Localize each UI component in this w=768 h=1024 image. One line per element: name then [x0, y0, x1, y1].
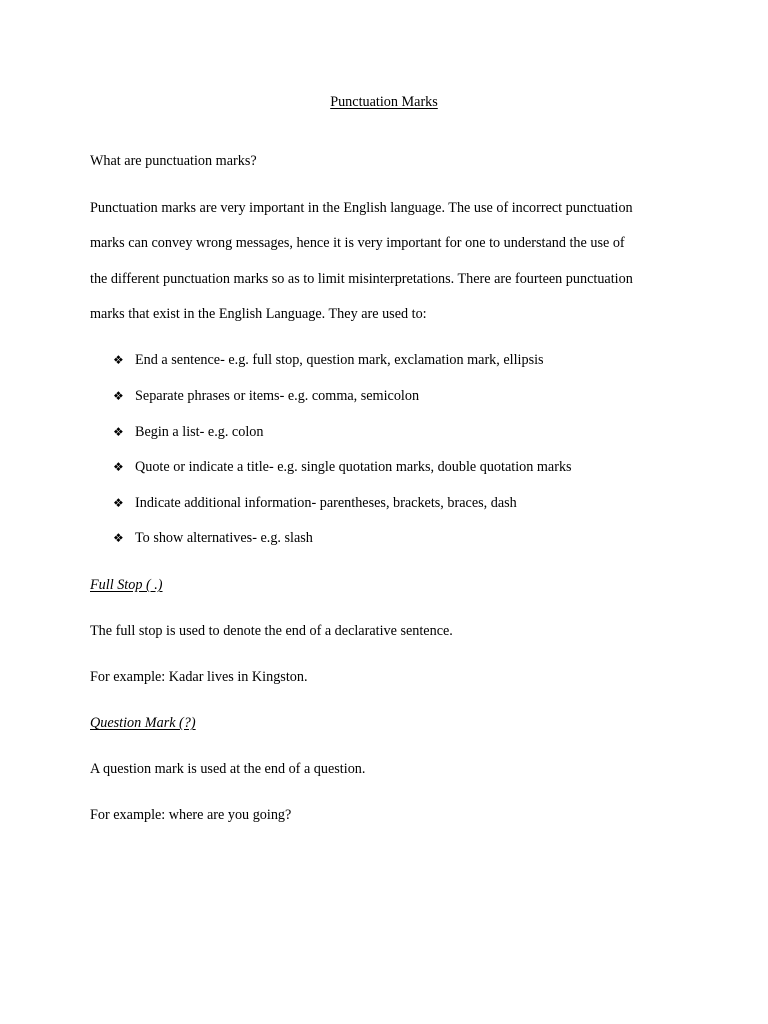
bullet-diamond-icon: ❖ — [113, 425, 124, 439]
section-heading-question-mark: Question Mark (?) — [90, 715, 196, 731]
bullet-diamond-icon: ❖ — [113, 460, 124, 474]
page-title: Punctuation Marks — [330, 94, 438, 110]
bullet-diamond-icon: ❖ — [113, 496, 124, 510]
list-item-text: Separate phrases or items- e.g. comma, semicolon — [135, 388, 420, 404]
bullet-diamond-icon: ❖ — [113, 389, 124, 403]
intro-line-2: marks can convey wrong messages, hence it is very important for one to understand the use of — [90, 235, 625, 251]
intro-line-1: Punctuation marks are very important in the English language. The use of incorrect punctuation — [90, 200, 633, 216]
list-item-text: To show alternatives- e.g. slash — [135, 530, 313, 546]
intro-line-3: the different punctuation marks so as to limit misinterpretations. There are fourteen punctuation — [90, 271, 633, 287]
bullet-diamond-icon: ❖ — [113, 531, 124, 545]
list-item — [113, 531, 313, 545]
intro-question: What are punctuation marks? — [90, 153, 257, 169]
list-item — [113, 496, 517, 510]
list-item-text: Quote or indicate a title- e.g. single quotation marks, double quotation marks — [135, 459, 572, 475]
bullet-diamond-icon: ❖ — [113, 353, 124, 367]
list-item-text: Indicate additional information- parentheses, brackets, braces, dash — [135, 495, 517, 511]
list-item-text: End a sentence- e.g. full stop, question mark, exclamation mark, ellipsis — [135, 352, 544, 368]
list-item — [113, 389, 419, 403]
section-description: The full stop is used to denote the end of a declarative sentence. — [90, 623, 453, 639]
list-item-text: Begin a list- e.g. colon — [135, 424, 264, 440]
list-item — [113, 425, 263, 439]
section-example: For example: Kadar lives in Kingston. — [90, 669, 308, 685]
list-item — [113, 460, 572, 474]
list-item — [113, 353, 544, 367]
section-heading-full-stop: Full Stop ( .) — [90, 577, 163, 593]
section-example: For example: where are you going? — [90, 807, 292, 823]
intro-line-4: marks that exist in the English Language. They are used to: — [90, 306, 427, 322]
section-description: A question mark is used at the end of a question. — [90, 761, 366, 777]
